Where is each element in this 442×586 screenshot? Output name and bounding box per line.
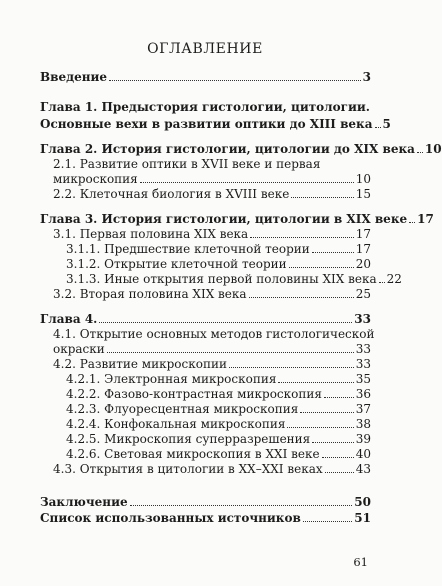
toc-entry-title: Основные вехи в развитии оптики до XIII века <box>40 117 373 131</box>
toc-entry-title: 4.2. Развитие микроскопии <box>53 357 227 371</box>
toc-entry-page: 3 <box>362 70 371 84</box>
toc-leader <box>417 141 423 153</box>
toc-entry-4-2-1 <box>66 371 371 387</box>
toc-entry-title: Глава 3. История гистологии, цитологии в XIX веке <box>40 212 408 226</box>
toc-entry-4-2-2 <box>66 386 371 402</box>
toc-entry-page: 22 <box>386 272 402 286</box>
toc-entry-chapter1-line1: Глава 1. Предыстория гистологии, цитологии. <box>40 100 370 114</box>
toc-entry-page: 17 <box>417 212 434 226</box>
toc-entry-title: 4.2.3. Флуоресцентная микроскопия <box>66 402 299 416</box>
toc-entry-chapter1 <box>40 116 391 132</box>
toc-entry-title: 3.2. Вторая половина XIX века <box>53 287 247 301</box>
toc-entry-3-1-2 <box>66 256 371 272</box>
toc-leader <box>375 116 381 128</box>
toc-entry-title: Заключение <box>40 495 128 509</box>
toc-entry-page: 38 <box>355 417 371 431</box>
toc-entry-title: 4.2.1. Электронная микроскопия <box>66 372 277 386</box>
toc-entry-page: 50 <box>354 495 371 509</box>
toc-leader <box>303 510 352 522</box>
toc-entry-title: окраски <box>53 342 105 356</box>
toc-entry-page: 43 <box>355 462 371 476</box>
toc-leader <box>289 256 354 268</box>
toc-leader <box>300 401 353 413</box>
toc-entry-intro <box>40 69 371 85</box>
toc-entry-2-1 <box>53 171 371 187</box>
toc-entry-title: 3.1. Первая половина XIX века <box>53 227 249 241</box>
toc-entry-page: 15 <box>355 187 371 201</box>
toc-leader <box>107 341 354 353</box>
toc-entry-title: 4.2.6. Световая микроскопия в XXI веке <box>66 447 320 461</box>
toc-entry-page: 33 <box>355 357 371 371</box>
toc-leader <box>312 431 353 443</box>
toc-entry-title: 4.2.4. Конфокальная микроскопия <box>66 417 286 431</box>
toc-entry-3-1-3 <box>66 271 402 287</box>
toc-entry-title: 4.2.2. Фазово-контрастная микроскопия <box>66 387 322 401</box>
toc-leader <box>99 311 352 323</box>
toc-leader <box>109 69 361 81</box>
toc-entry-page: 39 <box>355 432 371 446</box>
toc-entry-title: 3.1.1. Предшествие клеточной теории <box>66 242 310 256</box>
toc-entry-2-1-line1: 2.1. Развитие оптики в XVII веке и первая <box>53 157 321 171</box>
toc-entry-3-1 <box>53 226 371 242</box>
toc-entry-references <box>40 510 371 526</box>
toc-entry-title: микроскопия <box>53 172 138 186</box>
toc-leader <box>325 461 354 473</box>
toc-entry-title: Глава 4. <box>40 312 98 326</box>
toc-leader <box>278 371 353 383</box>
toc-entry-page: 33 <box>355 342 371 356</box>
toc-entry-page: 17 <box>355 227 371 241</box>
toc-entry-page: 35 <box>355 372 371 386</box>
toc-leader <box>291 186 353 198</box>
toc-leader <box>249 286 354 298</box>
toc-entry-page: 17 <box>355 242 371 256</box>
toc-leader <box>409 211 415 223</box>
toc-leader <box>250 226 354 238</box>
toc-leader <box>322 446 354 458</box>
toc-entry-page: 25 <box>355 287 371 301</box>
toc-entry-3-2 <box>53 286 371 302</box>
page-title: ОГЛАВЛЕНИЕ <box>147 41 263 57</box>
toc-entry-chapter2 <box>40 141 442 157</box>
toc-entry-page: 40 <box>355 447 371 461</box>
toc-entry-4-2-5 <box>66 431 371 447</box>
toc-entry-2-2 <box>53 186 371 202</box>
toc-entry-4-2-3 <box>66 401 371 417</box>
toc-entry-title: Введение <box>40 70 108 84</box>
toc-entry-title: 4.3. Открытия в цитологии в XX–XXI веках <box>53 462 323 476</box>
toc-entry-title: Список использованных источников <box>40 511 301 525</box>
toc-entry-title: 4.2.5. Микроскопия суперразрешения <box>66 432 311 446</box>
toc-entry-page: 5 <box>382 117 391 131</box>
toc-leader <box>379 271 385 283</box>
toc-leader <box>130 494 353 506</box>
toc-entry-4-1-line1: 4.1. Открытие основных методов гистологической <box>53 327 375 341</box>
toc-entry-4-2-6 <box>66 446 371 462</box>
toc-entry-page: 51 <box>354 511 371 525</box>
toc-entry-page: 33 <box>354 312 371 326</box>
toc-entry-title: 2.2. Клеточная биология в XVIII веке <box>53 187 290 201</box>
toc-entry-chapter3 <box>40 211 434 227</box>
toc-entry-4-2-4 <box>66 416 371 432</box>
toc-entry-4-3 <box>53 461 371 477</box>
toc-entry-page: 10 <box>355 172 371 186</box>
toc-entry-title: Глава 2. История гистологии, цитологии до XIX века <box>40 142 415 156</box>
toc-leader <box>229 356 354 368</box>
toc-leader <box>287 416 353 428</box>
toc-entry-page: 10 <box>424 142 442 156</box>
toc-entry-chapter4 <box>40 311 371 327</box>
toc-entry-conclusion <box>40 494 371 510</box>
toc-entry-title: 3.1.3. Иные открытия первой половины XIX века <box>66 272 377 286</box>
toc-entry-page: 37 <box>355 402 371 416</box>
toc-entry-4-2 <box>53 356 371 372</box>
toc-entry-page: 36 <box>355 387 371 401</box>
page-number: 61 <box>353 555 368 569</box>
toc-leader <box>140 171 354 183</box>
toc-entry-page: 20 <box>355 257 371 271</box>
toc-entry-4-1 <box>53 341 371 357</box>
toc-entry-3-1-1 <box>66 241 371 257</box>
toc-entry-title: 3.1.2. Открытие клеточной теории <box>66 257 287 271</box>
toc-leader <box>312 241 354 253</box>
toc-leader <box>324 386 354 398</box>
